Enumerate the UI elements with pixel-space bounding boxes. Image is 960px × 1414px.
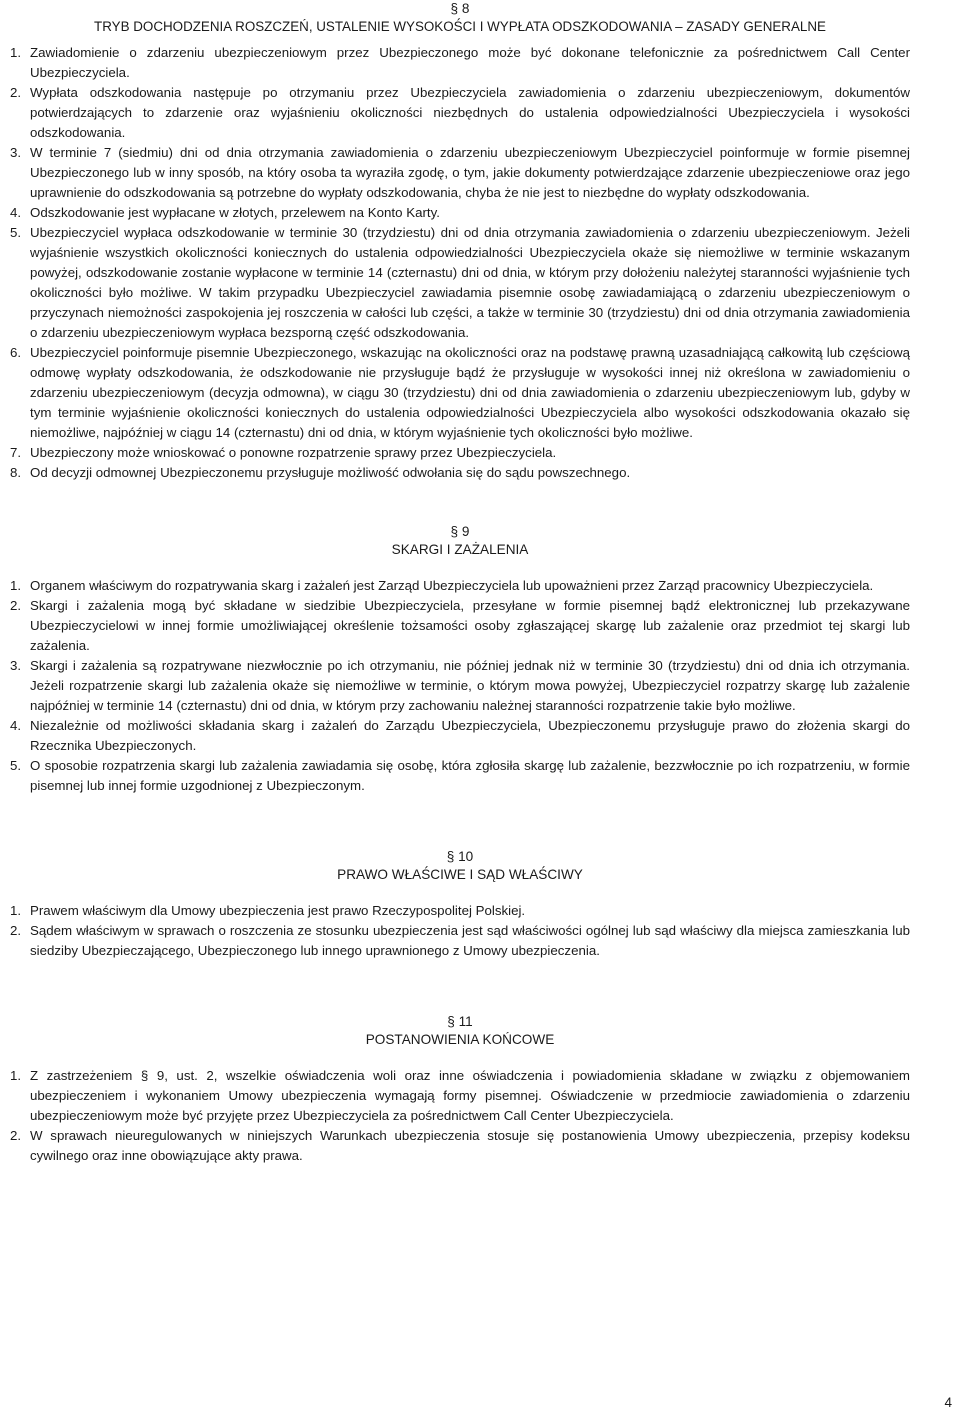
page-number: 4 — [944, 1395, 952, 1410]
section-number: § 11 — [447, 1014, 473, 1029]
document-page — [10, 0, 910, 1166]
list-item — [10, 463, 910, 483]
item-text: Z zastrzeżeniem § 9, ust. 2, wszelkie oświadczenia woli oraz inne oświadczenia i powiadomienia składane w związku z objemowaniem ubezpieczeniem i wykonaniem Umowy ubezpieczenia wymagają formy pisemnej. Oświadczenie w przedmiocie zawiadomienia o zdarzeniu ubezpieczeniowym może być przyjęte przez Ubezpieczyciela za pośrednictwem Call Center Ubezpieczyciela. — [30, 1068, 910, 1123]
section-title: SKARGI I ZAŻALENIA — [391, 542, 529, 557]
list-item — [10, 443, 910, 463]
section-heading — [10, 848, 910, 884]
list-item — [10, 921, 910, 961]
section-9 — [10, 523, 910, 796]
list-item — [10, 343, 910, 443]
item-number: 7. — [10, 445, 22, 460]
item-text: O sposobie rozpatrzenia skargi lub zażalenia zawiadamia się osobę, która zgłosiła skargę lub zażalenie, bezzwłocznie po ich rozpatrzeniu, w formie pisemnej lub innej formie uzgodnionej z Ubezpieczonym. — [30, 758, 910, 793]
item-text: Ubezpieczyciel wypłaca odszkodowanie w terminie 30 (trzydziestu) dni od dnia otrzymania zawiadomienia o zdarzeniu ubezpieczeniowym. Jeżeli wyjaśnienie wszystkich okoliczności koniecznych do ustalenia odpowiedzialności Ubezpieczyciela okaże się niemożliwe w terminie wskazanym powyżej, odszkodowanie zostanie wypłacone w terminie 14 (czternastu) dni od dnia, w którym przy dołożeniu należytej staranności wyjaśnienie tych okoliczności było możliwe. W takim przypadku Ubezpieczyciel zawiadamia pisemnie osobę zawiadamiającą o zdarzeniu ubezpieczeniowym o przyczynach niemożności zaspokojenia jej roszczenia w całości lub części, a także w terminie 30 (trzydziestu) dni od dnia otrzymania zawiadomienia o zdarzeniu ubezpieczeniowym wypłaca bezsporną część odszkodowania. — [30, 225, 910, 340]
list-item — [10, 203, 910, 223]
item-number: 2. — [10, 85, 22, 100]
section-8 — [10, 0, 910, 483]
section-list — [10, 576, 910, 796]
section-10 — [10, 848, 910, 961]
list-item — [10, 596, 910, 656]
section-heading — [10, 0, 910, 36]
item-text: Ubezpieczyciel poinformuje pisemnie Ubezpieczonego, wskazując na okoliczności oraz na podstawę prawną uzasadniającą całkowitą lub częściową odmowę wypłaty odszkodowania, że odszkodowanie nie przysługuje bądź że przysługuje w wysokości innej niż określona w zawiadomieniu o zdarzeniu ubezpieczeniowym (decyzja odmowna), w ciągu 30 (trzydziestu) dni od dnia zawiadomienia o zdarzeniu ubezpieczeniowym lub, gdyby w tym terminie wyjaśnienie okoliczności koniecznych do ustalenia odpowiedzialności Ubezpieczyciela albo wysokości odszkodowania okazało się niemożliwe, najpóźniej w ciągu 14 (czternastu) dni od dnia, w którym wyjaśnienie tych okoliczności było możliwe. — [30, 345, 910, 440]
item-number: 2. — [10, 1128, 22, 1143]
section-11 — [10, 1013, 910, 1166]
item-number: 1. — [10, 45, 22, 60]
list-item — [10, 1066, 910, 1126]
item-number: 5. — [10, 225, 22, 240]
list-item — [10, 576, 910, 596]
list-item — [10, 223, 910, 343]
item-number: 3. — [10, 145, 22, 160]
item-text: W terminie 7 (siedmiu) dni od dnia otrzymania zawiadomienia o zdarzeniu ubezpieczeniowym Ubezpieczyciel poinformuje w formie pisemnej Ubezpieczonego lub w inny sposób, na który osoba ta wyraziła zgodę, o tym, jakie dokumenty potwierdzające zdarzenie ubezpieczeniowe oraz jego uprawnienie do odszkodowania są potrzebne do wypłaty odszkodowania, chyba że nie jest to niezbędne do wypłaty odszkodowania. — [30, 145, 910, 200]
section-title: POSTANOWIENIA KOŃCOWE — [365, 1032, 555, 1047]
item-text: Skargi i zażalenia mogą być składane w siedzibie Ubezpieczyciela, przesyłane w formie pisemnej bądź elektronicznej lub przekazywane Ubezpieczycielowi w innej formie umożliwiającej określenie tożsamości osoby zgłaszającej skargę lub zażalenie oraz przedmiot tej skargi lub zażalenia. — [30, 598, 910, 653]
section-number: § 10 — [446, 849, 474, 864]
item-number: 6. — [10, 345, 22, 360]
list-item — [10, 143, 910, 203]
item-text: Organem właściwym do rozpatrywania skarg i zażaleń jest Zarząd Ubezpieczyciela lub upoważnieni przez Zarząd pracownicy Ubezpieczyciela. — [30, 578, 874, 593]
section-heading — [10, 1013, 910, 1049]
item-number: 5. — [10, 758, 22, 773]
item-number: 4. — [10, 205, 22, 220]
section-heading — [10, 523, 910, 559]
item-number: 4. — [10, 718, 22, 733]
list-item — [10, 901, 910, 921]
item-number: 1. — [10, 1068, 22, 1083]
item-number: 2. — [10, 923, 22, 938]
item-text: Od decyzji odmownej Ubezpieczonemu przysługuje możliwość odwołania się do sądu powszechnego. — [30, 465, 631, 480]
item-number: 1. — [10, 578, 22, 593]
section-number: § 8 — [450, 1, 470, 16]
list-item — [10, 756, 910, 796]
item-text: Odszkodowanie jest wypłacane w złotych, przelewem na Konto Karty. — [30, 205, 440, 220]
item-text: Sądem właściwym w sprawach o roszczenia ze stosunku ubezpieczenia jest sąd właściwości ogólnej lub sąd właściwy dla miejsca zamieszkania lub siedziby Ubezpieczającego, Ubezpieczonego lub innego uprawnionego z Umowy ubezpieczenia. — [30, 923, 910, 958]
item-number: 1. — [10, 903, 22, 918]
list-item — [10, 716, 910, 756]
section-list — [10, 901, 910, 961]
item-text: Zawiadomienie o zdarzeniu ubezpieczeniowym przez Ubezpieczonego może być dokonane telefonicznie za pośrednictwem Call Center Ubezpieczyciela. — [30, 45, 910, 80]
section-number: § 9 — [450, 524, 470, 539]
item-text: Wypłata odszkodowania następuje po otrzymaniu przez Ubezpieczyciela zawiadomienia o zdarzeniu ubezpieczeniowym, dokumentów potwierdzających to zdarzenie oraz wyjaśnieniu okoliczności niezbędnych do ustalenia odpowiedzialności Ubezpieczyciela i wysokości odszkodowania. — [30, 85, 910, 140]
list-item — [10, 43, 910, 83]
item-text: W sprawach nieuregulowanych w niniejszych Warunkach ubezpieczenia stosuje się postanowienia Umowy ubezpieczenia, przepisy kodeksu cywilnego oraz inne obowiązujące akty prawa. — [30, 1128, 910, 1163]
list-item — [10, 83, 910, 143]
item-text: Niezależnie od możliwości składania skarg i zażaleń do Zarządu Ubezpieczyciela, Ubezpieczonemu przysługuje prawo do złożenia skargi do Rzecznika Ubezpieczonych. — [30, 718, 910, 753]
list-item — [10, 656, 910, 716]
section-title: TRYB DOCHODZENIA ROSZCZEŃ, USTALENIE WYSOKOŚCI I WYPŁATA ODSZKODOWANIA – ZASADY GENERALNE — [94, 19, 826, 34]
item-number: 2. — [10, 598, 22, 613]
section-list — [10, 43, 910, 483]
item-number: 3. — [10, 658, 22, 673]
section-list — [10, 1066, 910, 1166]
item-number: 8. — [10, 465, 22, 480]
item-text: Ubezpieczony może wnioskować o ponowne rozpatrzenie sprawy przez Ubezpieczyciela. — [30, 445, 557, 460]
item-text: Prawem właściwym dla Umowy ubezpieczenia jest prawo Rzeczypospolitej Polskiej. — [30, 903, 526, 918]
item-text: Skargi i zażalenia są rozpatrywane niezwłocznie po ich otrzymaniu, nie później jednak niż w terminie 30 (trzydziestu) dni od dnia ich otrzymania. Jeżeli rozpatrzenie skargi lub zażalenia okaże się niemożliwe w terminie, o którym mowa powyżej, Ubezpieczyciel rozpatrzy skargę lub zażalenie najpóźniej w terminie 14 (czternastu) dni od dnia, w którym przy zachowaniu należnej staranności rozpatrzenie takie było możliwe. — [30, 658, 910, 713]
section-title: PRAWO WŁAŚCIWE I SĄD WŁAŚCIWY — [337, 867, 583, 882]
list-item — [10, 1126, 910, 1166]
